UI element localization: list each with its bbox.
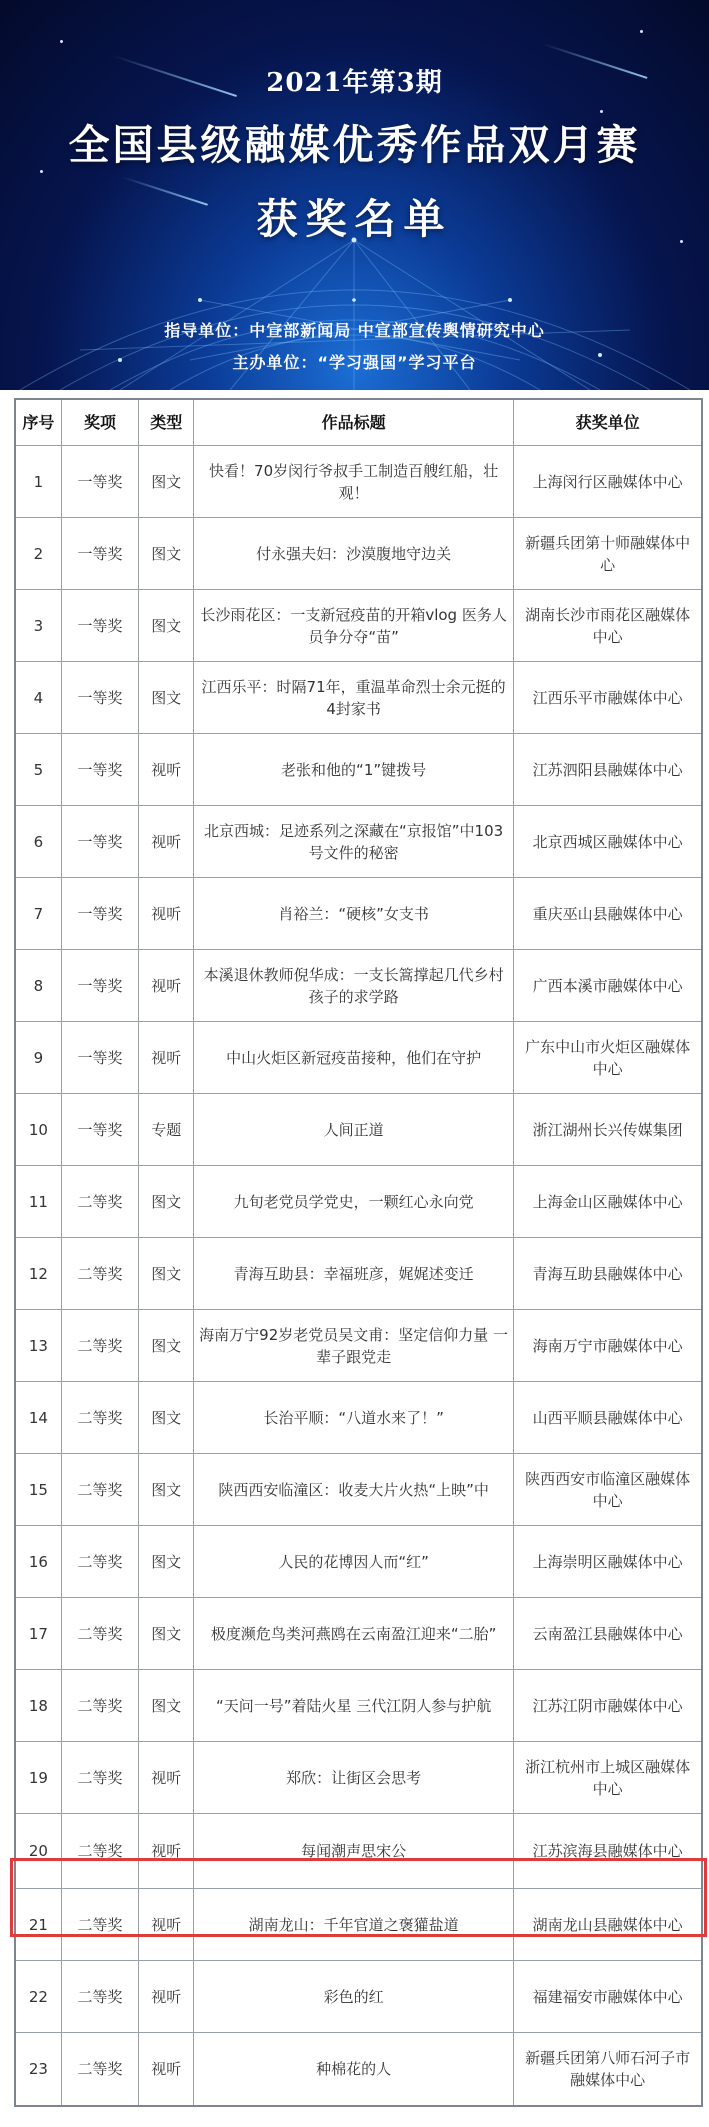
row-title: 人民的花博因人而“红”: [194, 1526, 514, 1597]
table-row: [16, 1310, 701, 1382]
header-type: 类型: [139, 400, 194, 445]
table-row: [16, 1094, 701, 1166]
row-number: 9: [16, 1022, 62, 1093]
row-award: 一等奖: [62, 1022, 140, 1093]
row-number: 1: [16, 446, 62, 517]
row-title: 长沙雨花区：一支新冠疫苗的开箱vlog 医务人员争分夺“苗”: [194, 590, 514, 661]
row-title: 陕西西安临潼区：收麦大片火热“上映”中: [194, 1454, 514, 1525]
row-number: 11: [16, 1166, 62, 1237]
table-row: [16, 2033, 701, 2105]
row-title: 北京西城：足迹系列之深藏在“京报馆”中103号文件的秘密: [194, 806, 514, 877]
row-number: 18: [16, 1670, 62, 1741]
page-title: 全国县级融媒优秀作品双月赛: [68, 121, 641, 169]
table-row: [16, 1598, 701, 1670]
table-row: [16, 1382, 701, 1454]
row-number: 14: [16, 1382, 62, 1453]
row-award: 一等奖: [62, 734, 140, 805]
award-table: [14, 398, 703, 2107]
row-title: 老张和他的“1”键拨号: [194, 734, 514, 805]
row-unit: 湖南龙山县融媒体中心: [532, 1915, 683, 1934]
row-type: 视听: [139, 806, 194, 877]
row-award: 二等奖: [62, 1526, 140, 1597]
row-award: 一等奖: [62, 662, 140, 733]
table-header-row: [16, 400, 701, 446]
row-type: 图文: [139, 446, 194, 517]
row-award: 二等奖: [62, 1961, 140, 2032]
table-row: [16, 1166, 701, 1238]
page-subtitle: 获奖名单: [256, 195, 453, 243]
row-title: “天问一号”着陆火星 三代江阴人参与护航: [194, 1670, 514, 1741]
row-award: 二等奖: [62, 1454, 140, 1525]
row-award: 二等奖: [62, 1166, 140, 1237]
row-title: 郑欣：让街区会思考: [194, 1742, 514, 1813]
row-number: 7: [16, 878, 62, 949]
table-row: [16, 1961, 701, 2033]
row-unit: 浙江杭州市上城区融媒体中心: [525, 1757, 691, 1798]
table-body: [16, 446, 701, 2105]
row-title: 长治平顺：“八道水来了！”: [194, 1382, 514, 1453]
row-title: 肖裕兰：“硬核”女支书: [194, 878, 514, 949]
row-unit: 江西乐平市融媒体中心: [532, 688, 683, 707]
row-award: 一等奖: [62, 950, 140, 1021]
row-type: 图文: [139, 662, 194, 733]
row-award: 一等奖: [62, 590, 140, 661]
row-unit: 青海互助县融媒体中心: [532, 1264, 683, 1283]
row-award: 一等奖: [62, 806, 140, 877]
row-award: 二等奖: [62, 1310, 140, 1381]
row-unit: 广西本溪市融媒体中心: [532, 976, 683, 995]
table-row: [16, 1454, 701, 1526]
row-type: 图文: [139, 1454, 194, 1525]
host-organization: 主办单位：“学习强国”学习平台: [232, 353, 477, 372]
row-unit: 湖南长沙市雨花区融媒体中心: [525, 605, 691, 646]
issue-label: 2021年第3期: [266, 68, 443, 98]
star-dot: [60, 40, 63, 43]
row-type: 视听: [139, 1889, 194, 1960]
row-award: 一等奖: [62, 446, 140, 517]
header-award: 奖项: [62, 400, 140, 445]
row-number: 5: [16, 734, 62, 805]
row-type: 视听: [139, 1814, 194, 1888]
table-row: [16, 1526, 701, 1598]
row-number: 22: [16, 1961, 62, 2032]
row-number: 12: [16, 1238, 62, 1309]
row-number: 21: [16, 1889, 62, 1960]
row-title: 青海互助县：幸福班彦，娓娓述变迁: [194, 1238, 514, 1309]
row-award: 二等奖: [62, 1814, 140, 1888]
row-award: 二等奖: [62, 1670, 140, 1741]
row-number: 16: [16, 1526, 62, 1597]
table-row: [16, 1670, 701, 1742]
row-type: 图文: [139, 1166, 194, 1237]
row-title: 中山火炬区新冠疫苗接种，他们在守护: [194, 1022, 514, 1093]
row-unit: 云南盈江县融媒体中心: [532, 1624, 683, 1643]
row-unit: 江苏江阴市融媒体中心: [532, 1696, 683, 1715]
row-number: 23: [16, 2033, 62, 2105]
table-row: [16, 1814, 701, 1889]
row-award: 二等奖: [62, 1742, 140, 1813]
row-unit: 上海闵行区融媒体中心: [532, 472, 683, 491]
row-award: 一等奖: [62, 878, 140, 949]
row-unit: 重庆巫山县融媒体中心: [532, 904, 683, 923]
row-type: 视听: [139, 878, 194, 949]
row-number: 20: [16, 1814, 62, 1888]
row-title: 极度濒危鸟类河燕鸥在云南盈江迎来“二胎”: [194, 1598, 514, 1669]
row-unit: 上海崇明区融媒体中心: [532, 1552, 683, 1571]
table-row: [16, 662, 701, 734]
row-title: 九旬老党员学党史，一颗红心永向党: [194, 1166, 514, 1237]
table-row: [16, 518, 701, 590]
row-unit: 上海金山区融媒体中心: [532, 1192, 683, 1211]
table-row: [16, 590, 701, 662]
row-title: 付永强夫妇：沙漠腹地守边关: [194, 518, 514, 589]
row-unit: 江苏泗阳县融媒体中心: [532, 760, 683, 779]
row-unit: 陕西西安市临潼区融媒体中心: [525, 1469, 691, 1510]
row-title: 种棉花的人: [194, 2033, 514, 2105]
guide-organization: 指导单位：中宣部新闻局 中宣部宣传舆情研究中心: [164, 321, 545, 340]
row-unit: 广东中山市火炬区融媒体中心: [525, 1037, 691, 1078]
header-title: 作品标题: [194, 400, 514, 445]
row-type: 专题: [139, 1094, 194, 1165]
row-type: 图文: [139, 1670, 194, 1741]
row-number: 15: [16, 1454, 62, 1525]
row-type: 图文: [139, 1238, 194, 1309]
header-no: 序号: [16, 400, 62, 445]
row-type: 视听: [139, 734, 194, 805]
header-unit: 获奖单位: [575, 412, 640, 432]
row-award: 一等奖: [62, 1094, 140, 1165]
row-unit: 江苏滨海县融媒体中心: [532, 1842, 683, 1860]
row-number: 3: [16, 590, 62, 661]
row-number: 8: [16, 950, 62, 1021]
table-row: [16, 1742, 701, 1814]
row-title: 快看！70岁闵行爷叔手工制造百艘红船，壮观！: [194, 446, 514, 517]
row-unit: 新疆兵团第八师石河子市融媒体中心: [525, 2049, 691, 2089]
row-title: 人间正道: [194, 1094, 514, 1165]
table-row: [16, 734, 701, 806]
row-unit: 福建福安市融媒体中心: [532, 1987, 683, 2006]
row-number: 13: [16, 1310, 62, 1381]
row-award: 二等奖: [62, 1238, 140, 1309]
row-type: 视听: [139, 1961, 194, 2032]
row-award: 二等奖: [62, 1382, 140, 1453]
row-number: 17: [16, 1598, 62, 1669]
row-number: 19: [16, 1742, 62, 1813]
star-dot: [640, 30, 643, 33]
row-type: 图文: [139, 518, 194, 589]
row-type: 视听: [139, 2033, 194, 2105]
row-unit: 山西平顺县融媒体中心: [532, 1408, 683, 1427]
row-title: 海南万宁92岁老党员吴文甫：坚定信仰力量 一辈子跟党走: [194, 1310, 514, 1381]
row-number: 4: [16, 662, 62, 733]
row-title: 江西乐平：时隔71年，重温革命烈士余元挺的4封家书: [194, 662, 514, 733]
table-row: [16, 878, 701, 950]
row-type: 图文: [139, 590, 194, 661]
table-row: [16, 1889, 701, 1961]
row-type: 视听: [139, 950, 194, 1021]
row-type: 图文: [139, 1598, 194, 1669]
row-number: 6: [16, 806, 62, 877]
table-row: [16, 1238, 701, 1310]
row-unit: 海南万宁市融媒体中心: [532, 1336, 683, 1355]
table-row: [16, 1022, 701, 1094]
row-award: 二等奖: [62, 1889, 140, 1960]
row-title: 彩色的红: [194, 1961, 514, 2032]
row-title: 湖南龙山：千年官道之褒獾盐道: [194, 1889, 514, 1960]
header-banner: [0, 0, 709, 390]
row-number: 2: [16, 518, 62, 589]
table-row: [16, 806, 701, 878]
row-type: 图文: [139, 1310, 194, 1381]
table-row: [16, 950, 701, 1022]
row-unit: 北京西城区融媒体中心: [532, 832, 683, 851]
row-unit: 新疆兵团第十师融媒体中心: [525, 533, 691, 574]
row-type: 视听: [139, 1022, 194, 1093]
row-title: 本溪退休教师倪华成：一支长篙撑起几代乡村孩子的求学路: [194, 950, 514, 1021]
row-award: 一等奖: [62, 518, 140, 589]
row-number: 10: [16, 1094, 62, 1165]
row-type: 图文: [139, 1526, 194, 1597]
row-type: 视听: [139, 1742, 194, 1813]
row-title: 每闻潮声思宋公: [194, 1814, 514, 1888]
row-type: 图文: [139, 1382, 194, 1453]
table-row: [16, 446, 701, 518]
row-award: 二等奖: [62, 2033, 140, 2105]
row-award: 二等奖: [62, 1598, 140, 1669]
row-unit: 浙江湖州长兴传媒集团: [532, 1120, 683, 1139]
